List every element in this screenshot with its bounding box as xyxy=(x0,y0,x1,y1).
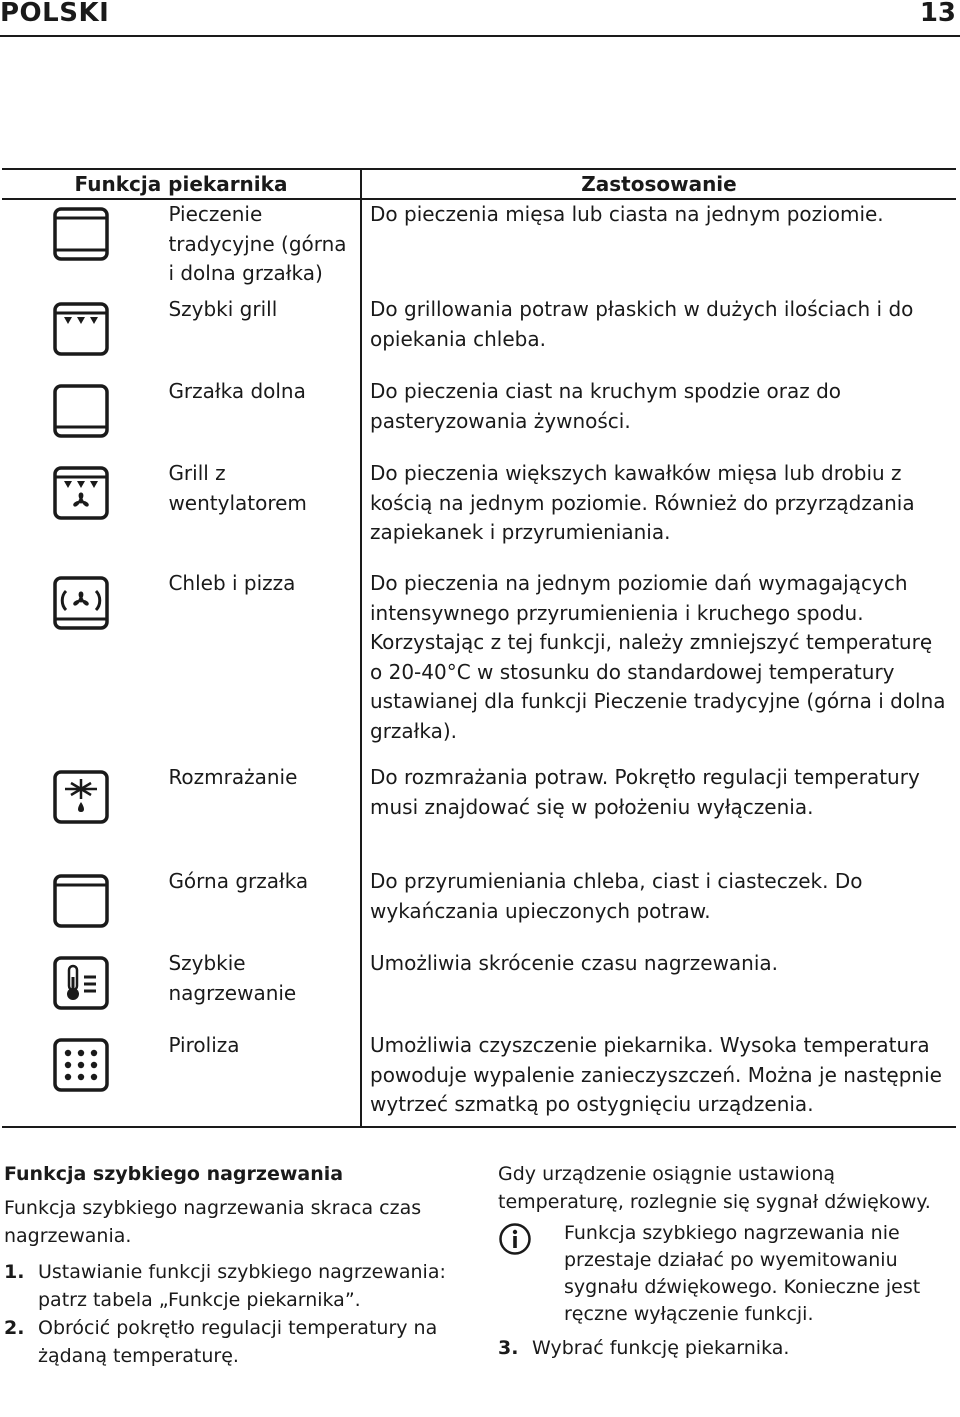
step-text: Wybrać funkcję piekarnika. xyxy=(532,1337,790,1359)
step-number: 1. xyxy=(4,1261,25,1283)
table-row xyxy=(2,569,956,763)
signal-text: Gdy urządzenie osiągnie ustawioną temperaturę, rozlegnie się sygnał dźwiękowy. xyxy=(498,1163,931,1213)
step-number: 2. xyxy=(4,1317,25,1339)
column-header-function: Funkcja piekarnika xyxy=(2,169,361,199)
function-usage: Do pieczenia mięsa lub ciasta na jednym poziomie. xyxy=(370,202,884,226)
header-rule xyxy=(0,35,960,37)
table-row xyxy=(2,295,956,377)
page-header xyxy=(0,0,960,34)
step-text: Obrócić pokrętło regulacji temperatury na żądaną temperaturę. xyxy=(38,1317,438,1367)
function-name: Szybkie nagrzewanie xyxy=(160,949,361,1031)
step-1 xyxy=(4,1258,454,1314)
function-usage: Do przyrumieniania chleba, ciast i ciasteczek. Do wykańczania upieczonych potraw. xyxy=(370,869,863,923)
function-name: Szybki grill xyxy=(160,295,361,377)
function-usage: Do grillowania potraw płaskich w dużych ilościach i do opiekania chleba. xyxy=(370,297,914,351)
turbo-grill-icon xyxy=(52,465,110,521)
step-number: 3. xyxy=(498,1337,519,1359)
column-header-usage: Zastosowanie xyxy=(361,169,956,199)
section-intro: Funkcja szybkiego nagrzewania skraca czas nagrzewania. xyxy=(4,1197,422,1247)
info-note xyxy=(498,1220,938,1328)
note-text: Funkcja szybkiego nagrzewania nie przestaje działać po wyemitowaniu sygnału dźwiękowego. Konieczne jest ręczne wyłączenie funkcji. xyxy=(564,1222,921,1325)
top-heat-icon xyxy=(52,873,110,929)
function-name: Rozmrażanie xyxy=(160,763,361,867)
bread-pizza-icon xyxy=(52,575,110,631)
function-usage: Do pieczenia większych kawałków mięsa lub drobiu z kością na jednym poziomie. Również do przyrządzania zapiekanek i przyrumieniania. xyxy=(370,461,915,544)
info-icon xyxy=(498,1222,532,1256)
function-usage: Umożliwia skrócenie czasu nagrzewania. xyxy=(370,951,779,975)
table-row xyxy=(2,377,956,459)
defrost-icon xyxy=(52,769,110,825)
table-row xyxy=(2,867,956,949)
function-usage: Do pieczenia ciast na kruchym spodzie oraz do pasteryzowania żywności. xyxy=(370,379,842,433)
language-label: POLSKI xyxy=(0,0,110,28)
step-2 xyxy=(4,1314,454,1370)
section-title: Funkcja szybkiego nagrzewania xyxy=(4,1163,344,1185)
pyrolysis-icon xyxy=(52,1037,110,1093)
conventional-cooking-icon xyxy=(52,206,110,262)
function-name: Grill z wentylatorem xyxy=(160,459,361,569)
function-usage: Do rozmrażania potraw. Pokrętło regulacji temperatury musi znajdować się w położeniu wyłączenia. xyxy=(370,765,920,819)
fast-grill-icon xyxy=(52,301,110,357)
fast-heat-section xyxy=(4,1160,454,1370)
function-name: Grzałka dolna xyxy=(160,377,361,459)
table-row xyxy=(2,763,956,867)
function-name: Pieczenie tradycyjne (górna i dolna grzałka) xyxy=(160,199,361,295)
table-row xyxy=(2,459,956,569)
table-row xyxy=(2,199,956,295)
function-name: Piroliza xyxy=(160,1031,361,1127)
bottom-heat-icon xyxy=(52,383,110,439)
table-row xyxy=(2,949,956,1031)
function-usage: Do pieczenia na jednym poziomie dań wymagających intensywnego przyrumienienia i kruchego spodu. Korzystając z tej funkcji, należy zmniejszyć temperaturę o 20-40°C w stosunku do standardowej temperatury ustawianej dla funkcji Pieczenie tradycyjne (górna i dolna grzałka). xyxy=(370,571,946,743)
table-row xyxy=(2,1031,956,1127)
function-name: Górna grzałka xyxy=(160,867,361,949)
step-3 xyxy=(498,1334,938,1362)
fast-heat-up-icon xyxy=(52,955,110,1011)
function-usage: Umożliwia czyszczenie piekarnika. Wysoka temperatura powoduje wypalenie zanieczyszczeń. Można je następnie wytrzeć szmatką po ostygnięciu urządzenia. xyxy=(361,1031,956,1127)
page-number: 13 xyxy=(919,0,956,28)
fast-heat-continued xyxy=(498,1160,938,1362)
oven-functions-table xyxy=(2,168,956,1128)
step-text: Ustawianie funkcji szybkiego nagrzewania: patrz tabela „Funkcje piekarnika”. xyxy=(38,1261,446,1311)
function-name: Chleb i pizza xyxy=(160,569,361,763)
